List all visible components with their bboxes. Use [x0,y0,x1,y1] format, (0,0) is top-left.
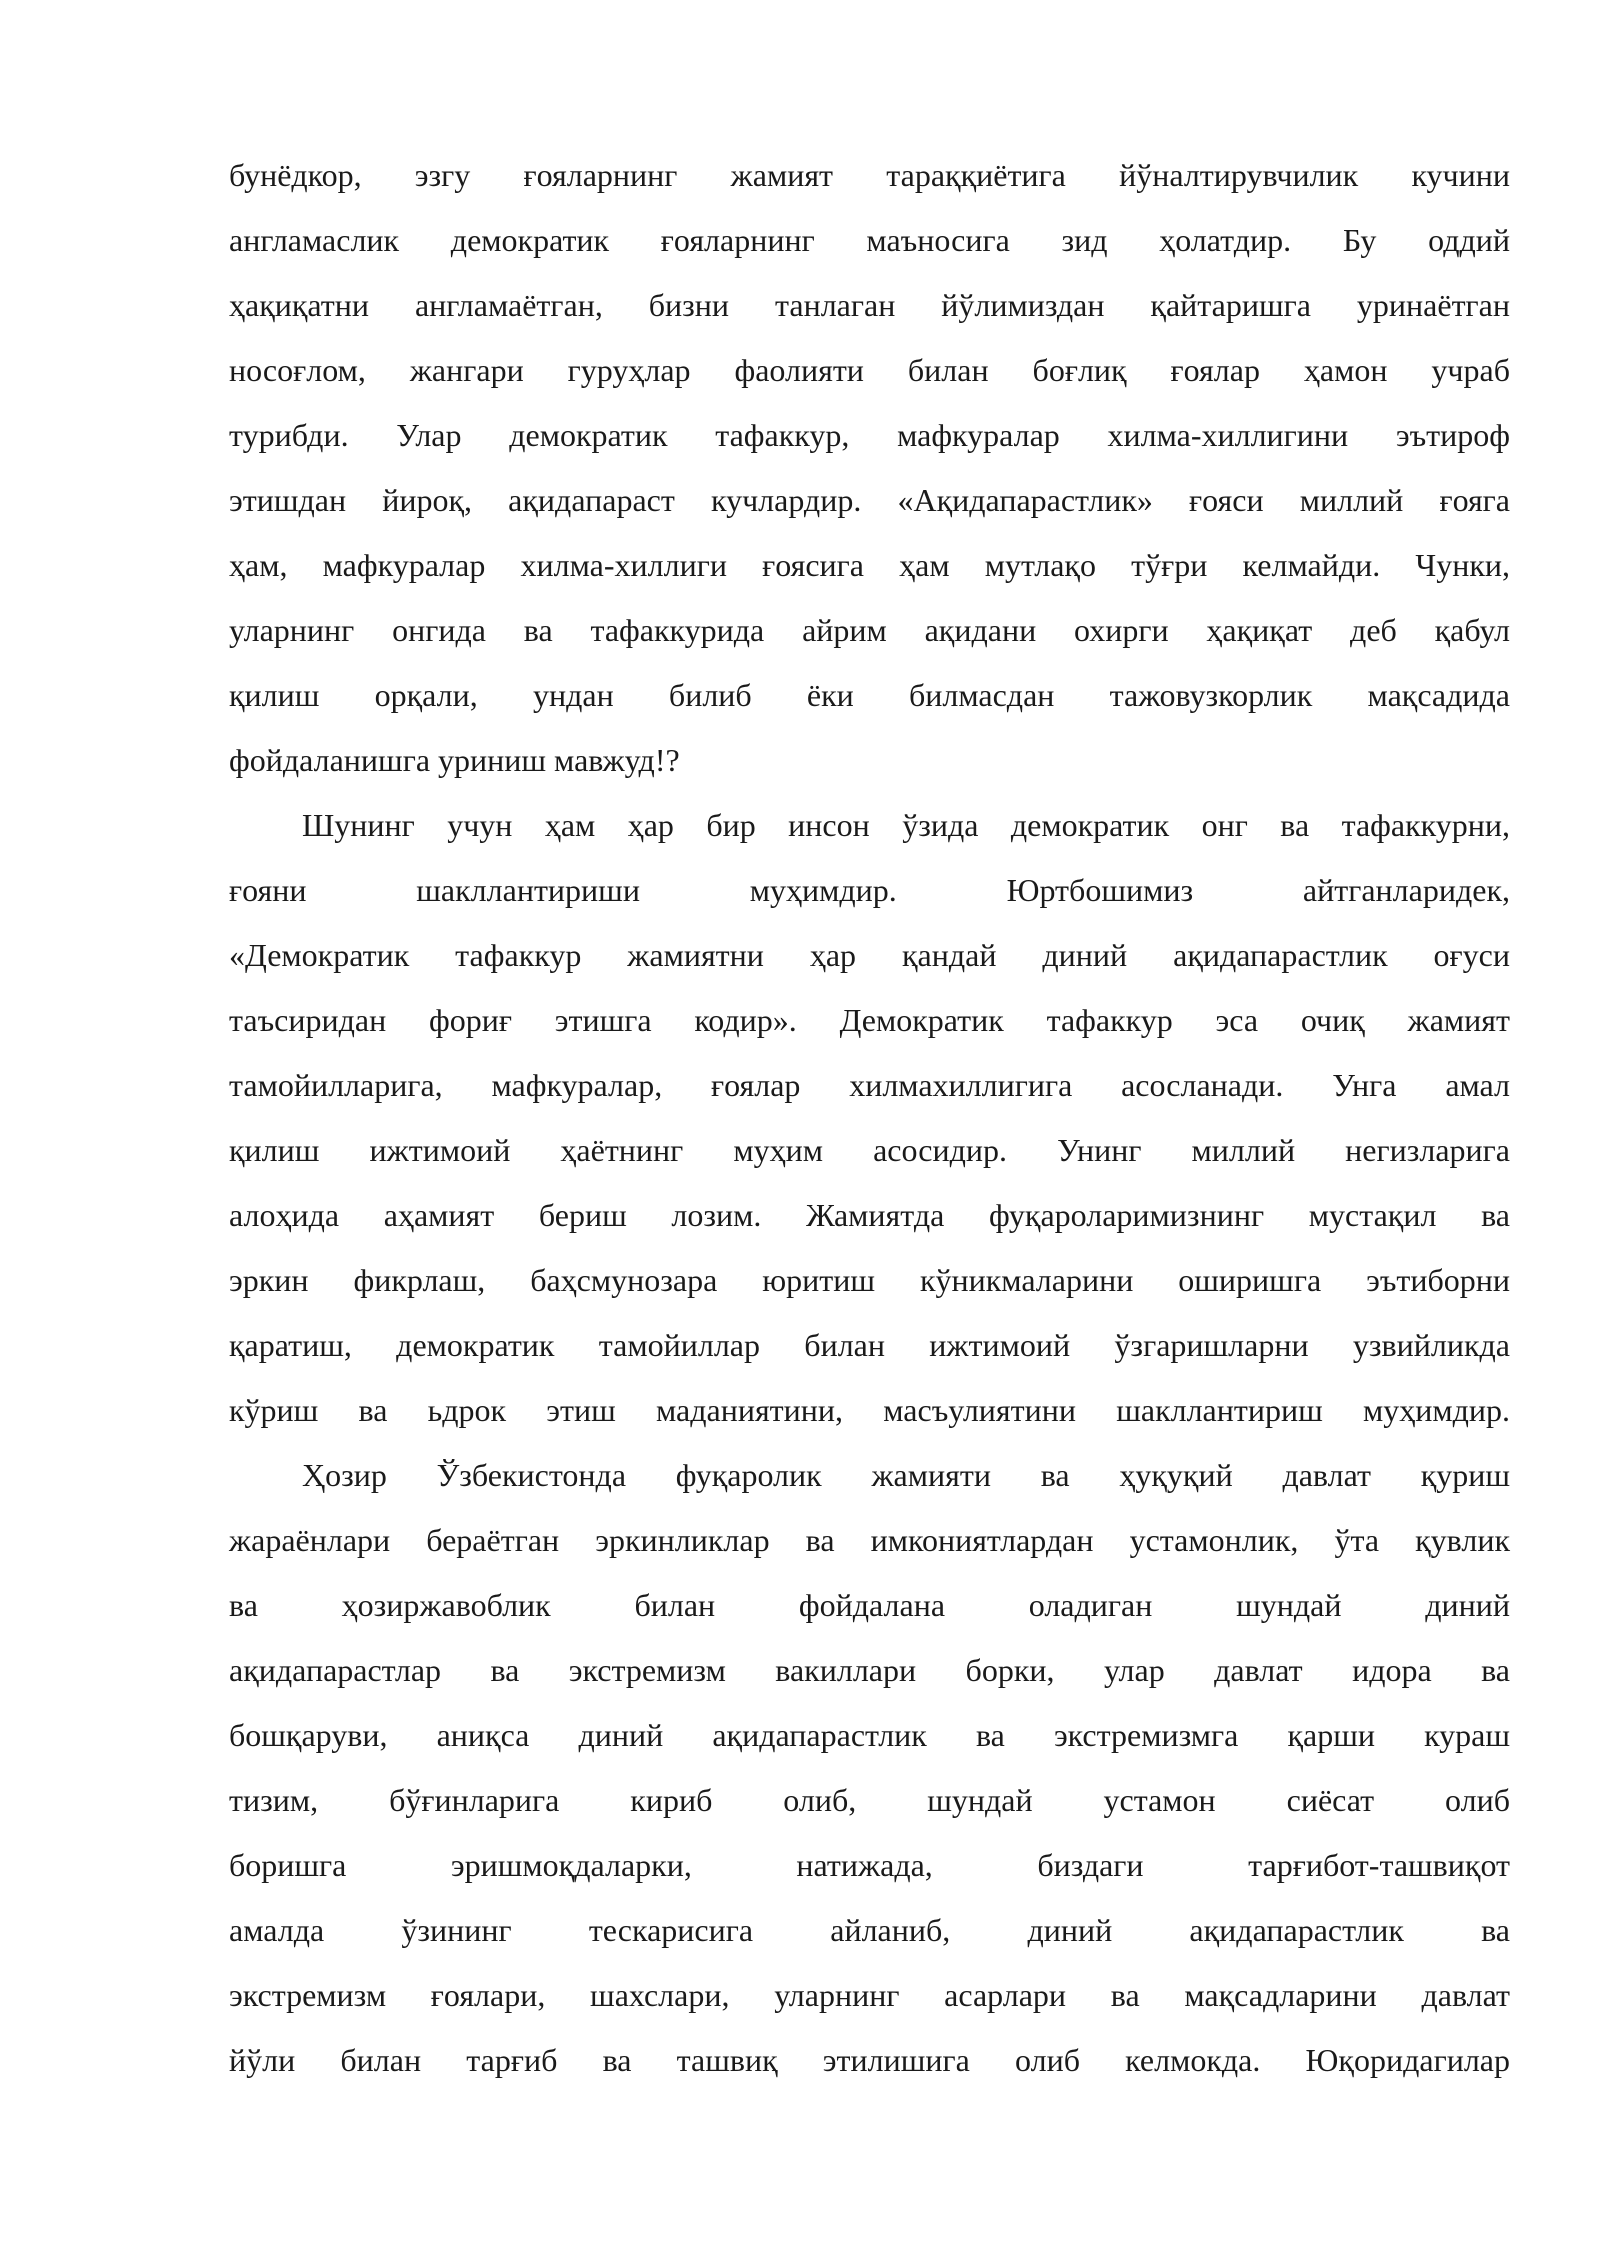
text-line: экстремизм ғоялари, шахслари, уларнинг асарлари ва мақсадларини давлат [229,1977,1510,2013]
text-line: қилиш орқали, ундан билиб ёки билмасдан тажовузкорлик мақсадида [229,677,1510,713]
text-line: ва ҳозиржавоблик билан фойдалана оладиган шундай диний [229,1587,1510,1623]
text-line: фойдаланишга уриниш мавжуд!? [229,742,680,778]
paragraph-first-line: Шунинг учун ҳам ҳар бир инсон ўзида демократик онг ва тафаккурни, [302,807,1510,843]
text-line: боришга эришмоқдаларки, натижада, биздаги тарғибот-ташвиқот [229,1847,1510,1883]
text-line: тизим, бўғинларига кириб олиб, шундай устамон сиёсат олиб [229,1782,1510,1818]
text-line: ҳам, мафкуралар хилма-хиллиги ғоясига ҳам мутлақо тўғри келмайди. Чунки, [229,547,1510,583]
text-line: бунёдкор, эзгу ғояларнинг жамият тараққиётига йўналтирувчилик кучини [229,157,1510,193]
text-line: қилиш ижтимоий ҳаётнинг муҳим асосидир. Унинг миллий негизларига [229,1132,1510,1168]
text-line: тамойилларига, мафкуралар, ғоялар хилмахиллигига асосланади. Унга амал [229,1067,1510,1103]
text-line: бошқаруви, аниқса диний ақидапарастлик ва экстремизмга қарши кураш [229,1717,1510,1753]
text-line: ҳақиқатни англамаётган, бизни танлаган йўлимиздан қайтаришга уринаётган [229,287,1510,323]
text-line: йўли билан тарғиб ва ташвиқ этилишига олиб келмокда. Юқоридагилар [229,2042,1510,2078]
text-line: кўриш ва ьдрок этиш маданиятини, масъулиятини шакллантириш муҳимдир. [229,1392,1510,1428]
text-line: эркин фикрлаш, баҳсмунозара юритиш кўникмаларини оширишга эътиборни [229,1262,1510,1298]
text-line: алоҳида аҳамият бериш лозим. Жамиятда фуқароларимизнинг мустақил ва [229,1197,1510,1233]
text-line: этишдан йироқ, ақидапараст кучлардир. «Ақидапарастлик» ғояси миллий ғояга [229,482,1510,518]
text-line: жараёнлари бераётган эркинликлар ва имкониятлардан устамонлик, ўта қувлик [229,1522,1510,1558]
text-line: ғояни шакллантириши муҳимдир. Юртбошимиз айтганларидек, [229,872,1510,908]
paragraph-first-line: Ҳозир Ўзбекистонда фуқаролик жамияти ва ҳуқуқий давлат қуриш [302,1457,1510,1493]
text-line: амалда ўзининг тескарисига айланиб, диний ақидапарастлик ва [229,1912,1510,1948]
text-line: ақидапарастлар ва экстремизм вакиллари борки, улар давлат идора ва [229,1652,1510,1688]
text-line: «Демократик тафаккур жамиятни ҳар қандай диний ақидапарастлик оғуси [229,937,1510,973]
text-line: уларнинг онгида ва тафаккурида айрим ақидани охирги ҳақиқат деб қабул [229,612,1510,648]
text-line: турибди. Улар демократик тафаккур, мафкуралар хилма-хиллигини эътироф [229,417,1510,453]
text-line: носоғлом, жангари гуруҳлар фаолияти билан боғлиқ ғоялар ҳамон учраб [229,352,1510,388]
text-line: таъсиридан фориғ этишга кодир». Демократик тафаккур эса очиқ жамият [229,1002,1510,1038]
text-line: қаратиш, демократик тамойиллар билан ижтимоий ўзгаришларни узвийликда [229,1327,1510,1363]
text-line: англамаслик демократик ғояларнинг маъносига зид ҳолатдир. Бу оддий [229,222,1510,258]
